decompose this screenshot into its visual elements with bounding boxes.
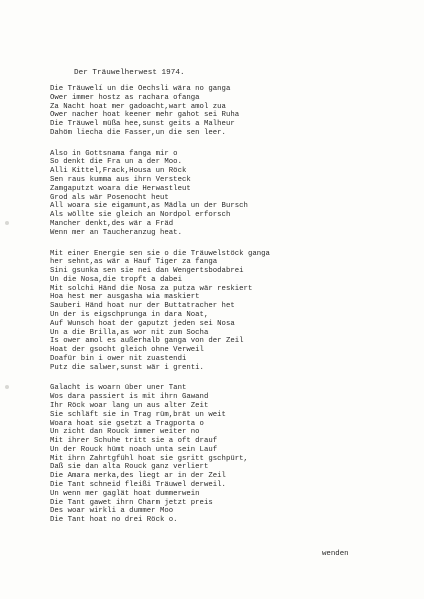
poem-line: Un zicht dan Rouck immer weiter no (50, 428, 200, 437)
poem-line: Is ower amol es außerhalb ganga von der Zeil (50, 337, 244, 346)
poem-line: Grod als wär Posenocht heut (50, 193, 169, 202)
poem-line: Auf Wunsch hoat der gaputzt jeden sei Nosa (50, 319, 235, 328)
poem-line: Un der is eigschprunga in dara Noat, (50, 310, 209, 319)
poem-line: Die Tant gawet ihrn Charm jetzt preis (50, 498, 213, 507)
poem-line: Putz die salwer,sunst wär i grenti. (50, 363, 204, 372)
poem-line: Za Nacht hoat mer gadoacht,wart amol zua (50, 102, 226, 111)
poem-line: her sehnt,as wär a Hauf Tiger za fanga (50, 258, 218, 267)
poem-line: Hoat der gsocht gleich ohne Verweil (50, 346, 204, 355)
poem-line: Sauberi Händ hoat nur der Buttatracher het (50, 302, 235, 311)
poem-line: Un a die Brilla,as wor nit zum Socha (50, 328, 209, 337)
poem-line: Ihr Röck woar lang un aus alter Zeit (50, 402, 209, 410)
poem-line: Als wöllte sie gleich an Nordpol erforsch (50, 211, 231, 220)
poem-line: Un wenn mer gaglät hoat dummerwein (50, 489, 200, 498)
poem-line: All woara sie eigamunt,as Mädla un der Bursch (50, 202, 248, 211)
poem-title: Der Träuwelherwest 1974. (74, 69, 185, 77)
poem-body (50, 85, 380, 537)
stanza-2 (50, 150, 380, 238)
poem-line: Die Tant schneid fleißi Träuwel derweil. (50, 481, 226, 490)
poem-line: Die Träuwel müßa hee,sunst geits a Malheur (50, 120, 235, 129)
poem-line: Also in Gottsnama fanga mir o (50, 149, 178, 158)
stanza-3 (50, 250, 380, 373)
poem-line: Mancher denkt,des wär a Fräd (50, 219, 174, 228)
poem-line: Alli Kittel,Frack,Housa un Röck (50, 167, 187, 176)
stanza-4 (50, 384, 380, 525)
poem-line: Ower immer hostz as rachara ofanga (50, 93, 200, 102)
poem-line: Mit ihrer Schuhe tritt sie a oft drauf (50, 437, 218, 446)
poem-line: Die Träuwelí un die Oechsli wära no ganga (50, 85, 231, 93)
poem-line: Des woar wirkli a dummer Moo (50, 507, 174, 516)
poem-line: Un die Nosa,die tropft a dabei (50, 275, 182, 284)
signature: wenden (322, 550, 349, 558)
poem-line: Die Amara merka,des liegt ar in der Zeil (50, 472, 226, 481)
poem-line: Un der Rouck hümt noach unta sein Lauf (50, 445, 218, 454)
poem-line: Wos dara passiert is mit ihrn Gawand (50, 393, 209, 402)
poem-line: Sie schläft sie in Trag rüm,brät un weit (50, 410, 226, 419)
poem-line: Hoa hest mer ausgasha wia maskiert (50, 293, 200, 302)
poem-line: Die Tant hoat no drei Röck o. (50, 516, 178, 525)
poem-line: Wenn mer an Taucheranzug heat. (50, 228, 182, 237)
poem-line: Zamgaputzt woara die Herwastleut (50, 184, 191, 193)
poem-line: Daß sie dan alta Rouck ganz verliert (50, 463, 209, 472)
poem-line: Galacht is woarn über uner Tant (50, 384, 187, 393)
stanza-1 (50, 85, 380, 138)
poem-line: Woara hoat sie gsetzt a Tragporta o (50, 419, 204, 428)
poem-line: Sen raus kumma aus ihrn Versteck (50, 176, 191, 185)
poem-line: Mit einer Energie sen sie o die Träuwelstöck ganga (50, 249, 270, 258)
poem-line: Sini gsunka sen sie nei dan Wengertsbodabrei (50, 267, 244, 276)
poem-line: Doafür bin i ower nit zuastendi (50, 354, 187, 363)
poem-line: So denkt die Fra un a der Moo. (50, 158, 182, 167)
poem-line: Dahöm liecha die Fasser,un die sen leer. (50, 128, 226, 137)
poem-line: Mit solchi Händ die Nosa za putza wär reskiert (50, 284, 253, 293)
punch-hole-mark (5, 221, 9, 225)
poem-line: Ower nacher hoat keener mehr gahot sei Ruha (50, 111, 240, 120)
poem-line: Mit ihrn Zahrtgfühl hoat sie gsritt gschpürt, (50, 454, 248, 463)
punch-hole-mark (5, 385, 9, 389)
